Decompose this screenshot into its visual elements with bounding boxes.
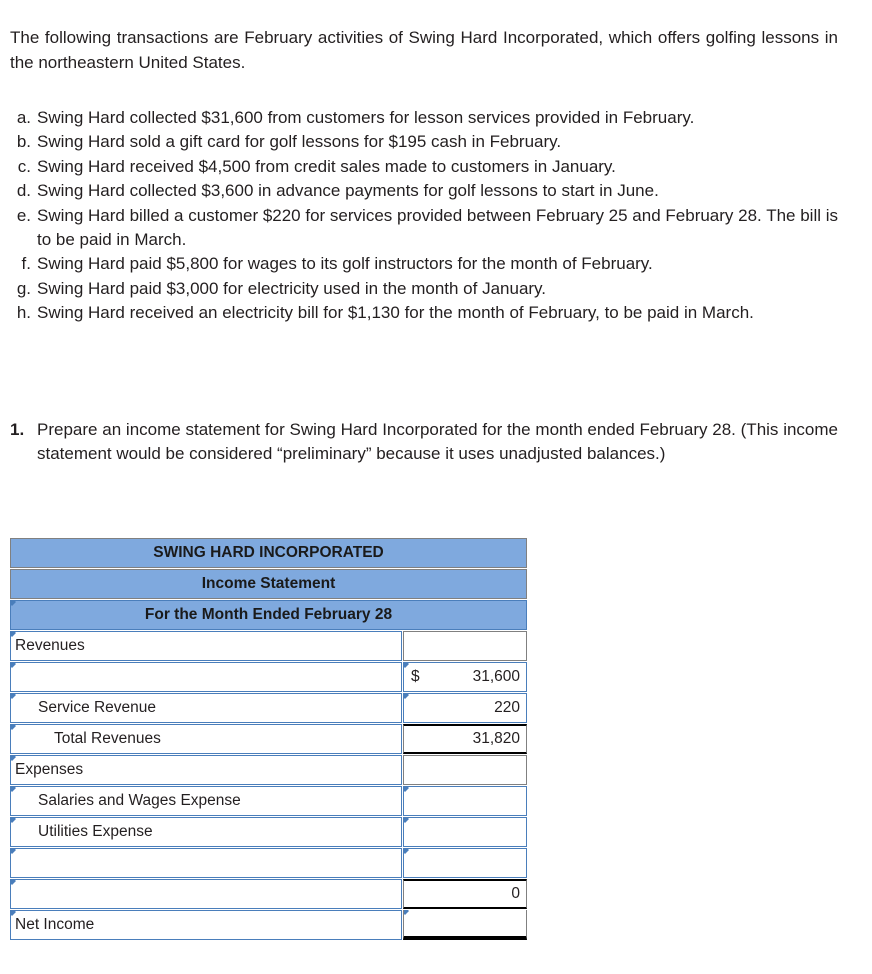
transaction-letter: f. — [21, 254, 31, 274]
worksheet-amount-cell — [403, 724, 527, 754]
worksheet-amount-cell[interactable] — [403, 910, 527, 940]
worksheet-account-label: Revenues — [15, 637, 85, 654]
worksheet-amount-cell — [403, 879, 527, 909]
worksheet-amount-inner — [404, 730, 526, 748]
transaction-letter: e. — [16, 205, 31, 225]
transaction-text: Swing Hard sold a gift card for golf lessons for $195 cash in February. — [37, 132, 562, 152]
transaction-text: Swing Hard collected $31,600 from customers for lesson services provided in February. — [37, 108, 695, 127]
worksheet-account-cell[interactable] — [10, 724, 402, 754]
worksheet-currency-symbol: $ — [411, 668, 420, 685]
worksheet-account-cell[interactable] — [10, 786, 402, 816]
worksheet-amount-inner — [404, 668, 526, 686]
worksheet-account-cell[interactable] — [10, 817, 402, 847]
worksheet-amount-inner — [404, 699, 526, 717]
worksheet-amount-value: 0 — [511, 885, 520, 902]
worksheet-row — [10, 662, 527, 692]
worksheet-amount-cell[interactable] — [403, 693, 527, 723]
requirement-list — [10, 418, 838, 467]
transaction-item — [10, 155, 838, 179]
transaction-text: Swing Hard received $4,500 from credit sales made to customers in January. — [37, 156, 616, 176]
worksheet-account-cell[interactable] — [10, 910, 402, 940]
intro-paragraph: The following transactions are February activities of Swing Hard Incorporated, which offers golfing lessons in the northeastern United States. — [10, 28, 838, 72]
worksheet-account-cell[interactable] — [10, 848, 402, 878]
transaction-list — [10, 106, 838, 326]
worksheet-account-label: Service Revenue — [38, 699, 157, 716]
income-statement-worksheet — [10, 538, 527, 940]
transaction-item — [10, 301, 838, 325]
worksheet-account-cell[interactable] — [10, 662, 402, 692]
worksheet-row — [10, 724, 527, 754]
transaction-text: Swing Hard received an electricity bill for $1,130 for the month of February, to be paid in March. — [37, 303, 754, 323]
worksheet-account-label: Net Income — [15, 916, 95, 933]
worksheet-row — [10, 631, 527, 661]
transaction-letter: g. — [16, 278, 31, 298]
worksheet-account-label: Salaries and Wages Expense — [38, 792, 241, 809]
worksheet-account-cell[interactable] — [10, 879, 402, 909]
transaction-letter: a. — [16, 108, 31, 127]
transaction-text: Swing Hard collected $3,600 in advance payments for golf lessons to start in June. — [37, 181, 659, 201]
transaction-item — [10, 179, 838, 203]
worksheet-row — [10, 817, 527, 847]
transaction-letter: d. — [16, 181, 31, 201]
transaction-item — [10, 252, 838, 276]
worksheet-amount-cell[interactable] — [403, 662, 527, 692]
worksheet-amount-inner — [404, 885, 526, 903]
worksheet-header-row-company — [10, 538, 527, 568]
transaction-letter: b. — [16, 132, 31, 152]
worksheet-row — [10, 879, 527, 909]
transaction-item — [10, 277, 838, 301]
worksheet-row — [10, 786, 527, 816]
worksheet-row — [10, 910, 527, 940]
transaction-letter: c. — [17, 156, 31, 176]
transaction-item — [10, 130, 838, 154]
worksheet-account-label: Expenses — [15, 761, 84, 778]
transaction-text: Swing Hard paid $3,000 for electricity used in the month of January. — [37, 278, 547, 298]
worksheet-company-name: SWING HARD INCORPORATED — [10, 538, 527, 568]
requirement-item — [10, 418, 838, 467]
transaction-text: Swing Hard paid $5,800 for wages to its golf instructors for the month of February. — [37, 254, 653, 274]
worksheet-amount-cell[interactable] — [403, 786, 527, 816]
worksheet-amount-cell — [403, 755, 527, 785]
worksheet-amount-cell[interactable] — [403, 817, 527, 847]
worksheet-amount-cell[interactable] — [403, 848, 527, 878]
transaction-letter: h. — [16, 303, 31, 323]
worksheet-amount-value: 220 — [494, 699, 520, 716]
worksheet-statement-title: Income Statement — [10, 569, 527, 599]
worksheet-amount-value: 31,600 — [472, 668, 520, 685]
worksheet-header-row-statement — [10, 569, 527, 599]
transaction-text: Swing Hard billed a customer $220 for services provided between February 25 and February 28. The bill is to be paid in March. — [37, 205, 838, 250]
worksheet-row — [10, 755, 527, 785]
requirement-text: Prepare an income statement for Swing Hard Incorporated for the month ended February 28. (This income statement would be considered “preliminary” because it uses unadjusted balances.) — [37, 420, 838, 464]
worksheet-amount-cell — [403, 631, 527, 661]
worksheet-account-label: Total Revenues — [54, 730, 161, 747]
worksheet-account-cell[interactable] — [10, 755, 402, 785]
worksheet-period-title[interactable]: For the Month Ended February 28 — [10, 600, 527, 630]
requirement-number: 1. — [10, 420, 25, 439]
worksheet-row — [10, 848, 527, 878]
worksheet-row — [10, 693, 527, 723]
worksheet-account-label: Utilities Expense — [38, 823, 153, 840]
worksheet-header-row-period — [10, 600, 527, 630]
worksheet-amount-value: 31,820 — [472, 730, 520, 747]
worksheet-account-cell[interactable] — [10, 631, 402, 661]
transaction-item — [10, 106, 838, 130]
worksheet-rows — [10, 631, 527, 940]
transaction-item — [10, 204, 838, 253]
worksheet-account-cell[interactable] — [10, 693, 402, 723]
